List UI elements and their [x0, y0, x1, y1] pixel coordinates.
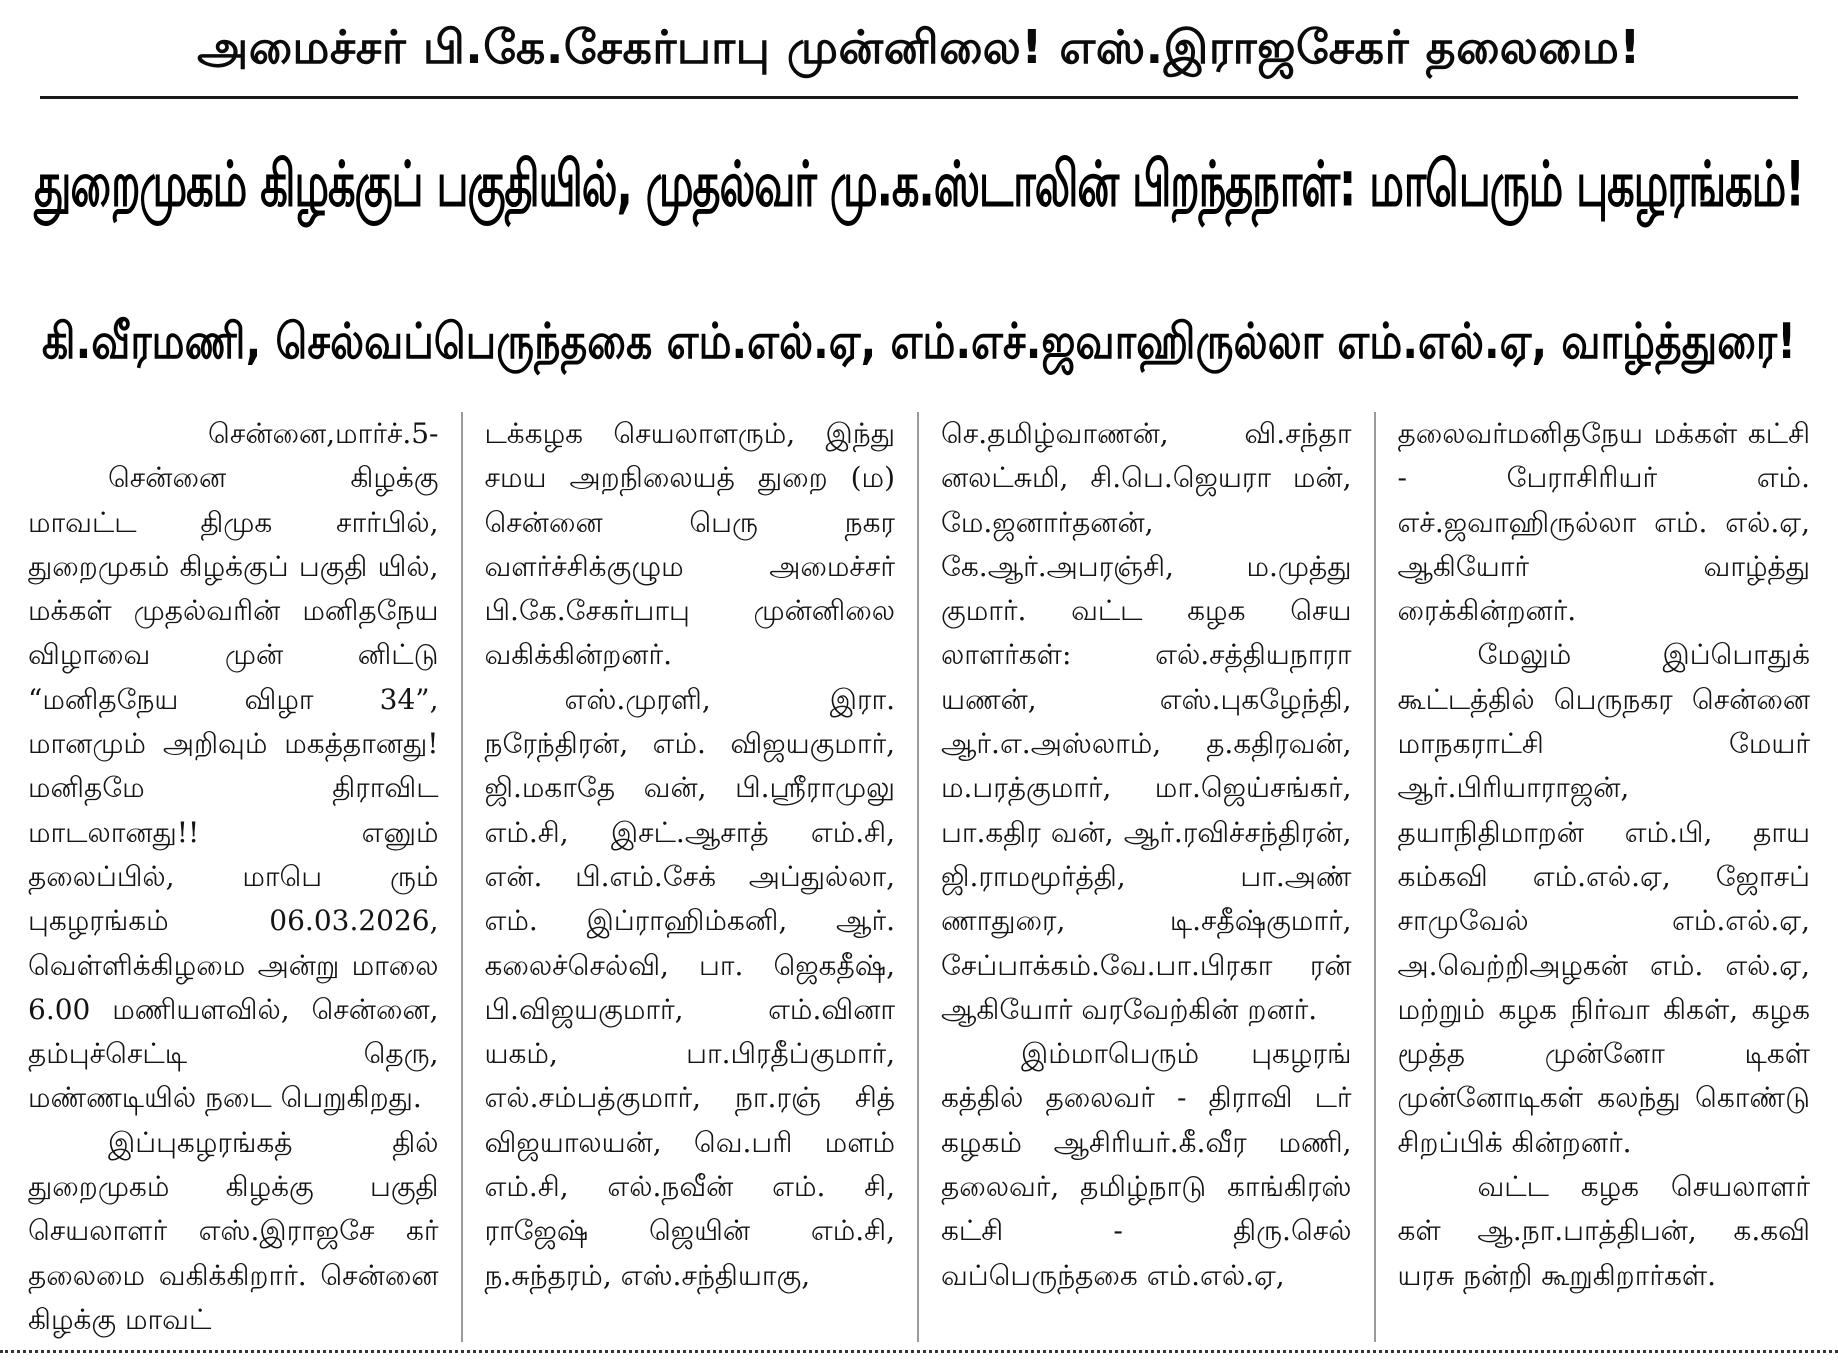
dateline: சென்னை,மார்ச்.5-	[208, 417, 439, 450]
column-4	[1376, 412, 1833, 1342]
paragraph: இம்மாபெரும் புகழரங் கத்தில் தலைவர் - திராவி டர் கழகம் ஆசிரியர்.கீ.வீர மணி, தலைவர், தமிழ்நாடு காங்கிரஸ் கட்சி - திரு.செல் வப்பெருந்தகை எம்.எல்.ஏ,	[941, 1037, 1352, 1292]
article-body	[6, 412, 1832, 1342]
paragraph: எஸ்.முரளி, இரா. நரேந்திரன், எம். விஜயகுமார், ஜி.மகாதே வன், பி.ஸ்ரீராமுலு எம்.சி, இசட்.ஆசாத் எம்.சி, என். பி.எம்.சேக் அப்துல்லா, எம். இப்ராஹிம்கனி, ஆர். கலைச்செல்வி, பா. ஜெகதீஷ், பி.விஜயகுமார், எம்.வினா யகம், பா.பிரதீப்குமார், எல்.சம்பத்குமார், நா.ரஞ் சித் விஜயாலயன், வெ.பரி மளம் எம்.சி, எல்.நவீன் எம். சி, ராஜேஷ் ஜெயின் எம்.சி, ந.சுந்தரம், எஸ்.சந்தியாகு,	[484, 682, 895, 1292]
paragraph: தலைவர்மனிதநேய மக்கள் கட்சி - பேராசிரியர் எம். எச்.ஜவாஹிருல்லா எம். எல்.ஏ, ஆகியோர் வாழ்த்து ரைக்கின்றனர்.	[1397, 417, 1810, 628]
paragraph: செ.தமிழ்வாணன், வி.சந்தா னலட்சுமி, சி.பெ.ஜெயரா மன், மே.ஜனார்தனன், கே.ஆர்.அபரஞ்சி, ம.முத்து குமார். வட்ட கழக செய லாளர்கள்: எல்.சத்தியநாரா யணன், எஸ்.புகழேந்தி, ஆர்.எ.அஸ்லாம், த.கதிரவன், ம.பரத்குமார், மா.ஜெய்சங்கர், பா.கதிர வன், ஆர்.ரவிச்சந்திரன், ஜி.ராமமூர்த்தி, பா.அண் ணாதுரை, டி.சதீஷ்குமார், சேப்பாக்கம்.வே.பா.பிரகா ரன் ஆகியோர் வரவேற்கின் றனர்.	[941, 417, 1352, 1026]
paragraph: மேலும் இப்பொதுக் கூட்டத்தில் பெருநகர சென்னை மாநகராட்சி மேயர் ஆர்.பிரியாராஜன், தயாநிதிமாறன் எம்.பி, தாய கம்கவி எம்.எல்.ஏ, ஜோசப் சாமுவேல் எம்.எல்.ஏ, அ.வெற்றிஅழகன் எம். எல்.ஏ, மற்றும் கழக நிர்வா கிகள், கழக மூத்த முன்னோ டிகள் முன்னோடிகள் கலந்து கொண்டு சிறப்பிக் கின்றனர்.	[1397, 638, 1810, 1159]
paragraph: வட்ட கழக செயலாளர் கள் ஆ.நா.பாத்திபன், க.கவி யரசு நன்றி கூறுகிறார்கள்.	[1397, 1170, 1810, 1292]
column-3	[919, 412, 1376, 1342]
bottom-dotted-rule	[0, 1350, 1838, 1353]
column-2	[463, 412, 920, 1342]
paragraph: இப்புகழரங்கத் தில் துறைமுகம் கிழக்கு பகுதி செயலாளர் எஸ்.இராஜசே கர் தலைமை வகிக்கிறார். சென்னை கிழக்கு மாவட்	[28, 1125, 439, 1336]
kicker-line: அமைச்சர் பி.கே.சேகர்பாபு முன்னிலை! எஸ்.இராஜசேகர் தலைமை!	[197, 19, 1641, 74]
headline: துறைமுகம் கிழக்குப் பகுதியில், முதல்வர் மு.க.ஸ்டாலின் பிறந்தநாள்: மாபெரும் புகழரங்கம்!	[34, 148, 1804, 221]
paragraph: சென்னை கிழக்கு மாவட்ட திமுக சார்பில், துறைமுகம் கிழக்குப் பகுதி யில், மக்கள் முதல்வரின் மனிதநேய விழாவை முன் னிட்டு “மனிதநேய விழா 34”, மானமும் அறிவும் மகத்தானது! மனிதமே திராவிட மாடலானது!! எனும் தலைப்பில், மாபெ ரும் புகழரங்கம் 06.03.2026, வெள்ளிக்கிழமை அன்று மாலை 6.00 மணியளவில், சென்னை, தம்புச்செட்டி தெரு, மண்ணடியில் நடை பெறுகிறது.	[28, 461, 439, 1115]
paragraph: டக்கழக செயலாளரும், இந்து சமய அறநிலையத் துறை (ம) சென்னை பெரு நகர வளர்ச்சிக்குழும அமைச்சர் பி.கே.சேகர்பாபு முன்னிலை வகிக்கின்றனர்.	[484, 417, 895, 672]
subheadline: கி.வீரமணி, செல்வப்பெருந்தகை எம்.எல்.ஏ, எம்.எச்.ஜவாஹிருல்லா எம்.எல்.ஏ, வாழ்த்துரை!	[42, 312, 1796, 371]
column-1	[6, 412, 463, 1342]
